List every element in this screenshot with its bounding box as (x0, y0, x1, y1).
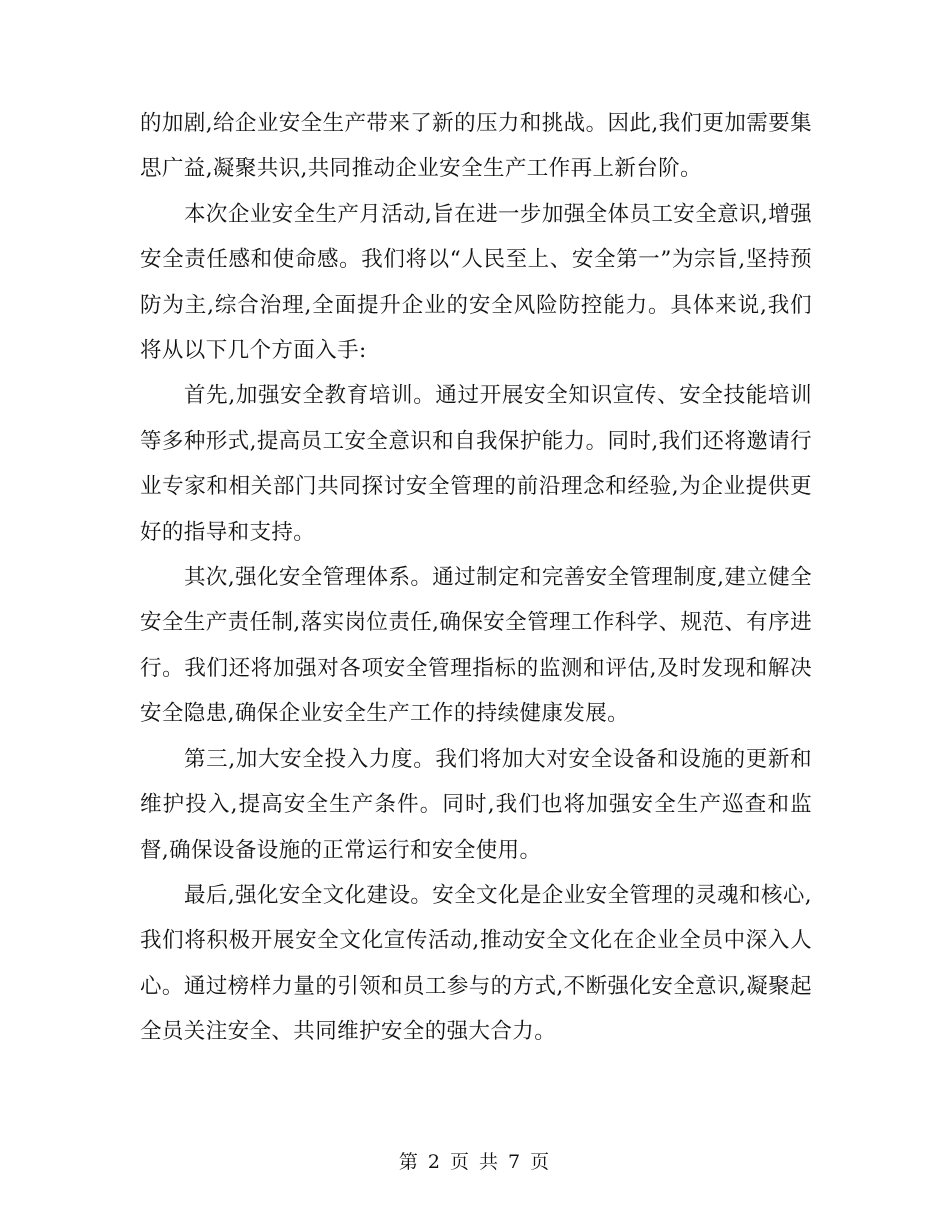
paragraph-investment: 第三,加大安全投入力度。我们将加大对安全设备和设施的更新和维护投入,提高安全生产条件。同时,我们也将加强安全生产巡查和监督,确保设备设施的正常运行和安全使用。 (140, 746, 812, 863)
paragraph-activity-purpose: 本次企业安全生产月活动,旨在进一步加强全体员工安全意识,增强安全责任感和使命感。我们将以“人民至上、安全第一”为宗旨,坚持预防为主,综合治理,全面提升企业的安全风险防控能力。具体来说,我们将从以下几个方面入手: (140, 201, 812, 364)
document-body (140, 101, 812, 1055)
paragraph-training: 首先,加强安全教育培训。通过开展安全知识宣传、安全技能培训等多种形式,提高员工安全意识和自我保护能力。同时,我们还将邀请行业专家和相关部门共同探讨安全管理的前沿理念和经验,为企业提供更好的指导和支持。 (140, 383, 812, 545)
paragraph-safety-culture: 最后,强化安全文化建设。安全文化是企业安全管理的灵魂和核心,我们将积极开展安全文化宣传活动,推动安全文化在企业全员中深入人心。通过榜样力量的引领和员工参与的方式,不断强化安全意识,凝聚起全员关注安全、共同维护安全的强大合力。 (140, 882, 812, 1045)
page-number-footer: 第 2 页 共 7 页 (398, 1151, 552, 1173)
paragraph-continuation: 的加剧,给企业安全生产带来了新的压力和挑战。因此,我们更加需要集思广益,凝聚共识,共同推动企业安全生产工作再上新台阶。 (140, 111, 812, 182)
paragraph-management-system: 其次,强化安全管理体系。通过制定和完善安全管理制度,建立健全安全生产责任制,落实岗位责任,确保安全管理工作科学、规范、有序进行。我们还将加强对各项安全管理指标的监测和评估,及时发现和解决安全隐患,确保企业安全生产工作的持续健康发展。 (140, 565, 812, 727)
